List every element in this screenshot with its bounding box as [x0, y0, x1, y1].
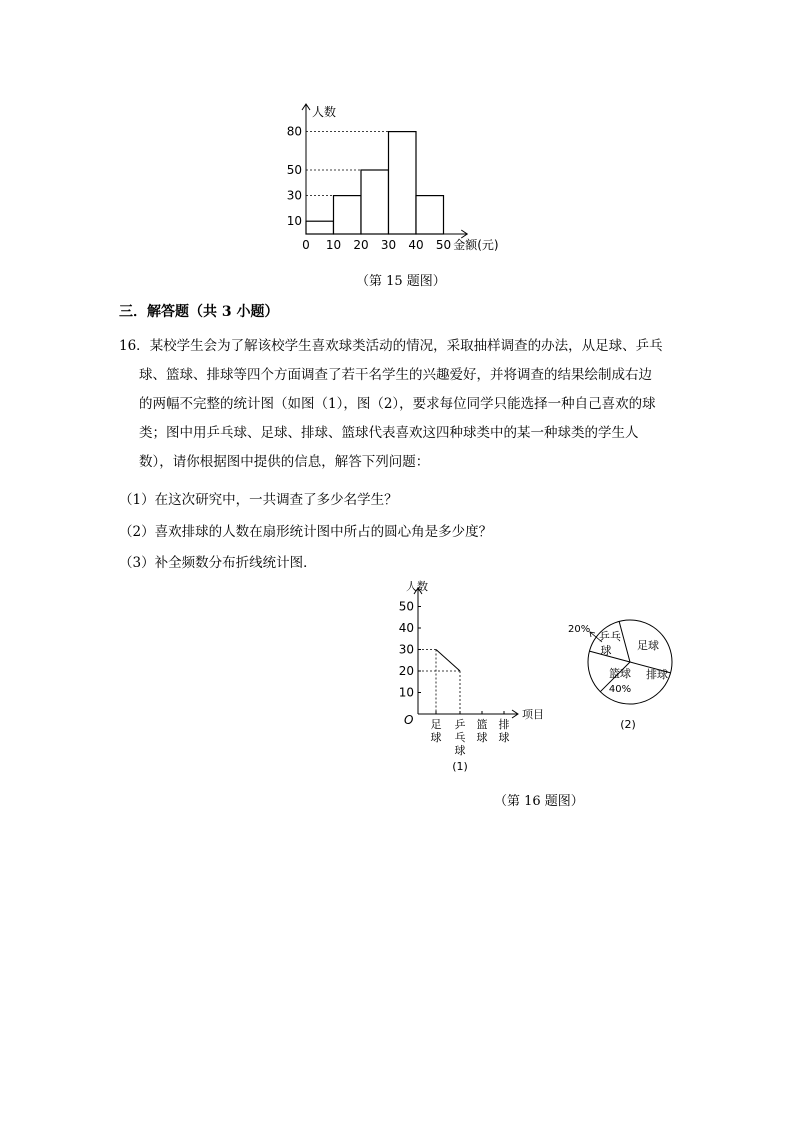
pie-slice-label: 排球 — [646, 668, 668, 681]
question-2: （2）喜欢排球的人数在扇形统计图中所占的圆心角是多少度？ — [119, 524, 493, 540]
fig16-line-chart — [390, 578, 560, 778]
y-axis-title: 人数 — [312, 105, 337, 119]
x-tick-label: 乓 — [454, 731, 466, 744]
data-line — [436, 650, 460, 672]
pie-slice-label: 球 — [600, 644, 612, 657]
y-tick-label: 10 — [286, 214, 302, 229]
x-tick-label: 篮 — [476, 718, 488, 731]
fig15-caption: （第 15 题图） — [356, 274, 446, 289]
x-axis-title: 金额(元) — [453, 238, 499, 252]
fig15-histogram — [280, 96, 510, 256]
x-tick-label: 排 — [498, 718, 510, 731]
x-tick-label: 球 — [430, 731, 442, 744]
problem-16-line-4: 类；图中用乒乓球、足球、排球、篮球代表喜欢这四种球类中的某一种球类的学生人 — [139, 425, 639, 441]
x-tick-label: 乒 — [454, 718, 466, 731]
y-axis-title: 人数 — [406, 580, 428, 593]
y-tick-label: 40 — [398, 621, 414, 635]
x-tick-label: 10 — [325, 238, 342, 252]
y-tick-label: 20 — [398, 664, 414, 678]
x-tick-label: 40 — [408, 238, 424, 252]
x-tick-label: 30 — [380, 238, 397, 252]
fig16-pie-chart — [562, 612, 682, 737]
y-tick-label: 30 — [398, 642, 414, 657]
y-tick-label: 10 — [398, 685, 414, 700]
problem-number: 16． — [119, 338, 150, 354]
histogram-bar — [416, 196, 444, 234]
pie-value-label: 40% — [608, 684, 632, 695]
fig16-caption: （第 16 题图） — [494, 794, 584, 809]
histogram-bar — [389, 132, 417, 234]
y-tick-label: 50 — [398, 599, 414, 614]
x-tick-label: 20 — [353, 238, 369, 252]
histogram-bar — [306, 221, 334, 234]
pie-slice-label: 篮球 — [609, 667, 631, 680]
problem-16-line-5: 数），请你根据图中提供的信息，解答下列问题： — [139, 454, 430, 470]
pie-slice-label: 乒乓 — [599, 630, 621, 643]
section-title: 三．解答题（共 3 小题） — [119, 304, 279, 320]
question-3: （3）补全频数分布折线统计图． — [119, 555, 317, 571]
chart-sublabel: (1) — [452, 760, 468, 773]
chart-sublabel: (2) — [620, 718, 636, 731]
problem-16-line-3: 的两幅不完整的统计图（如图（1），图（2），要求每位同学只能选择一种自己喜欢的球 — [139, 396, 656, 412]
pie-value-label: 20% — [568, 624, 591, 635]
question-1: （1）在这次研究中，一共调查了多少名学生？ — [119, 492, 398, 508]
x-tick-label: 球 — [498, 731, 510, 744]
problem-16-line-1: 16．某校学生会为了解该校学生喜欢球类活动的情况，采取抽样调查的办法，从足球、乒乓 — [119, 338, 663, 354]
x-tick-label: 球 — [476, 731, 488, 744]
y-tick-label: 30 — [286, 188, 302, 203]
problem-16-line-2: 球、篮球、排球等四个方面调查了若干名学生的兴趣爱好，并将调查的结果绘制成右边 — [139, 367, 652, 383]
x-tick-label: 50 — [435, 238, 452, 252]
y-tick-label: 80 — [286, 124, 302, 139]
origin-label: O — [404, 713, 414, 727]
x-tick-label: 球 — [454, 744, 466, 757]
pie-slice-label: 足球 — [637, 639, 659, 652]
histogram-bar — [334, 196, 362, 234]
y-tick-label: 50 — [286, 163, 302, 177]
problem-16 — [119, 332, 679, 477]
x-tick-label: 足 — [430, 718, 442, 731]
x-axis-title: 项目 — [522, 708, 544, 721]
histogram-bar — [361, 170, 389, 234]
x-tick-label: 0 — [302, 238, 310, 252]
